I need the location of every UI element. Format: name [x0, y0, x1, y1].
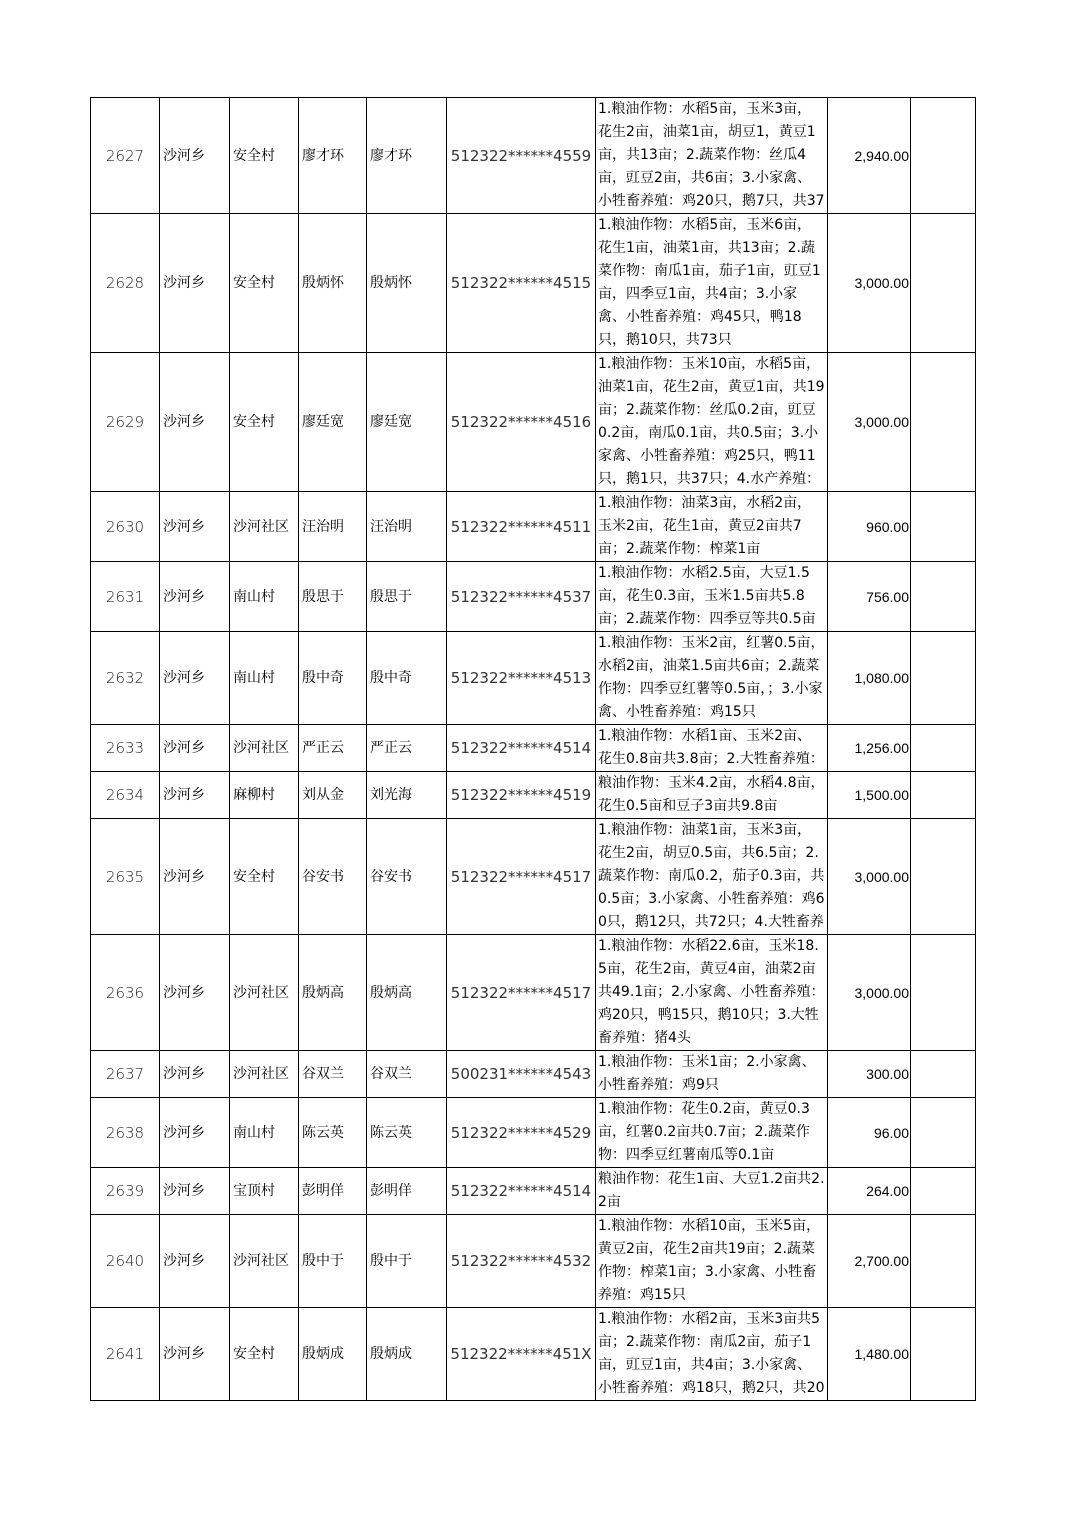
village-cell: 安全村 [230, 98, 299, 214]
township-cell: 沙河乡 [160, 1308, 230, 1401]
village-cell: 宝顶村 [230, 1168, 299, 1215]
recipient-name-cell: 廖廷宽 [367, 353, 447, 492]
village-cell: 沙河社区 [230, 1215, 299, 1308]
village-cell: 沙河社区 [230, 725, 299, 772]
amount-cell: 3,000.00 [828, 935, 911, 1051]
id-number-cell: 512322******4514 [447, 1168, 596, 1215]
table-row [91, 725, 976, 772]
township-cell: 沙河乡 [160, 1215, 230, 1308]
township-cell: 沙河乡 [160, 1168, 230, 1215]
table-row [91, 353, 976, 492]
table-row [91, 1215, 976, 1308]
amount-cell: 2,700.00 [828, 1215, 911, 1308]
table-row [91, 1308, 976, 1401]
crops-description-cell: 1.粮油作物：水稻22.6亩，玉米18.5亩，花生2亩，黄豆4亩，油菜2亩共49.1亩；2.小家禽、小牲畜养殖：鸡20只，鸭15只，鹅10只；3.大牲畜养殖：猪4头 [596, 935, 828, 1051]
village-cell: 安全村 [230, 353, 299, 492]
householder-name-cell: 严正云 [299, 725, 367, 772]
row-number-cell: 2637 [91, 1051, 160, 1098]
crops-description-cell: 1.粮油作物：玉米2亩，红薯0.5亩，水稻2亩，油菜1.5亩共6亩；2.蔬菜作物：四季豆红薯等0.5亩，；3.小家禽、小牲畜养殖：鸡15只 [596, 632, 828, 725]
township-cell: 沙河乡 [160, 98, 230, 214]
householder-name-cell: 谷双兰 [299, 1051, 367, 1098]
township-cell: 沙河乡 [160, 725, 230, 772]
row-number-cell: 2633 [91, 725, 160, 772]
village-cell: 安全村 [230, 819, 299, 935]
row-number-cell: 2629 [91, 353, 160, 492]
id-number-cell: 512322******4529 [447, 1098, 596, 1168]
id-number-cell: 512322******451X [447, 1308, 596, 1401]
householder-name-cell: 谷安书 [299, 819, 367, 935]
crops-description-cell: 1.粮油作物：玉米1亩；2.小家禽、小牲畜养殖：鸡9只 [596, 1051, 828, 1098]
householder-name-cell: 廖才环 [299, 98, 367, 214]
recipient-name-cell: 殷炳成 [367, 1308, 447, 1401]
crops-description-cell: 1.粮油作物：水稻2亩，玉米3亩共5亩；2.蔬菜作物：南瓜2亩，茄子1亩，豇豆1亩，共4亩；3.小家禽、小牲畜养殖：鸡18只，鹅2只，共20 [596, 1308, 828, 1401]
crops-description-cell: 1.粮油作物：水稻5亩，玉米6亩，花生1亩，油菜1亩，共13亩；2.蔬菜作物：南瓜1亩，茄子1亩，豇豆1亩，四季豆1亩，共4亩；3.小家禽、小牲畜养殖：鸡45只，鸭18只，鹅10只，共73只 [596, 214, 828, 353]
recipient-name-cell: 廖才环 [367, 98, 447, 214]
village-cell: 沙河社区 [230, 1051, 299, 1098]
table-row [91, 1168, 976, 1215]
table-row [91, 492, 976, 562]
township-cell: 沙河乡 [160, 492, 230, 562]
note-cell [911, 725, 976, 772]
id-number-cell: 512322******4514 [447, 725, 596, 772]
note-cell [911, 98, 976, 214]
amount-cell: 264.00 [828, 1168, 911, 1215]
householder-name-cell: 殷中奇 [299, 632, 367, 725]
note-cell [911, 1308, 976, 1401]
table-row [91, 772, 976, 819]
township-cell: 沙河乡 [160, 772, 230, 819]
householder-name-cell: 殷炳怀 [299, 214, 367, 353]
householder-name-cell: 殷中于 [299, 1215, 367, 1308]
recipient-name-cell: 谷双兰 [367, 1051, 447, 1098]
table-row [91, 562, 976, 632]
householder-name-cell: 殷炳成 [299, 1308, 367, 1401]
crops-description-cell: 1.粮油作物：油菜3亩，水稻2亩，玉米2亩，花生1亩，黄豆2亩共7亩；2.蔬菜作物：榨菜1亩 [596, 492, 828, 562]
row-number-cell: 2639 [91, 1168, 160, 1215]
crops-description-cell: 1.粮油作物：水稻1亩、玉米2亩、花生0.8亩共3.8亩；2.大牲畜养殖： [596, 725, 828, 772]
table-row [91, 935, 976, 1051]
village-cell: 南山村 [230, 1098, 299, 1168]
row-number-cell: 2630 [91, 492, 160, 562]
crops-description-cell: 1.粮油作物：水稻10亩，玉米5亩，黄豆2亩，花生2亩共19亩；2.蔬菜作物：榨菜1亩；3.小家禽、小牲畜养殖：鸡15只 [596, 1215, 828, 1308]
recipient-name-cell: 严正云 [367, 725, 447, 772]
township-cell: 沙河乡 [160, 1098, 230, 1168]
recipient-name-cell: 彭明佯 [367, 1168, 447, 1215]
subsidy-table [90, 97, 976, 1401]
id-number-cell: 512322******4517 [447, 935, 596, 1051]
row-number-cell: 2638 [91, 1098, 160, 1168]
table-row [91, 1098, 976, 1168]
amount-cell: 1,080.00 [828, 632, 911, 725]
village-cell: 南山村 [230, 632, 299, 725]
note-cell [911, 492, 976, 562]
village-cell: 沙河社区 [230, 492, 299, 562]
note-cell [911, 1098, 976, 1168]
note-cell [911, 935, 976, 1051]
householder-name-cell: 刘从金 [299, 772, 367, 819]
id-number-cell: 512322******4532 [447, 1215, 596, 1308]
amount-cell: 3,000.00 [828, 353, 911, 492]
table-row [91, 819, 976, 935]
householder-name-cell: 汪治明 [299, 492, 367, 562]
note-cell [911, 1051, 976, 1098]
note-cell [911, 214, 976, 353]
table-row [91, 214, 976, 353]
row-number-cell: 2641 [91, 1308, 160, 1401]
village-cell: 南山村 [230, 562, 299, 632]
id-number-cell: 500231******4543 [447, 1051, 596, 1098]
recipient-name-cell: 谷安书 [367, 819, 447, 935]
id-number-cell: 512322******4516 [447, 353, 596, 492]
village-cell: 安全村 [230, 1308, 299, 1401]
crops-description-cell: 1.粮油作物：玉米10亩，水稻5亩，油菜1亩，花生2亩，黄豆1亩，共19亩；2.蔬菜作物：丝瓜0.2亩，豇豆0.2亩，南瓜0.1亩，共0.5亩；3.小家禽、小牲畜养殖：鸡25只，鸭11只，鹅1只，共37只；4.水产养殖： [596, 353, 828, 492]
householder-name-cell: 殷炳高 [299, 935, 367, 1051]
row-number-cell: 2640 [91, 1215, 160, 1308]
township-cell: 沙河乡 [160, 1051, 230, 1098]
id-number-cell: 512322******4515 [447, 214, 596, 353]
note-cell [911, 772, 976, 819]
note-cell [911, 562, 976, 632]
amount-cell: 300.00 [828, 1051, 911, 1098]
township-cell: 沙河乡 [160, 353, 230, 492]
row-number-cell: 2632 [91, 632, 160, 725]
crops-description-cell: 1.粮油作物：水稻2.5亩，大豆1.5亩，花生0.3亩，玉米1.5亩共5.8亩；2.蔬菜作物：四季豆等共0.5亩 [596, 562, 828, 632]
householder-name-cell: 陈云英 [299, 1098, 367, 1168]
id-number-cell: 512322******4511 [447, 492, 596, 562]
township-cell: 沙河乡 [160, 562, 230, 632]
amount-cell: 3,000.00 [828, 819, 911, 935]
householder-name-cell: 殷思于 [299, 562, 367, 632]
recipient-name-cell: 殷中于 [367, 1215, 447, 1308]
note-cell [911, 1215, 976, 1308]
row-number-cell: 2636 [91, 935, 160, 1051]
note-cell [911, 353, 976, 492]
householder-name-cell: 廖廷宽 [299, 353, 367, 492]
crops-description-cell: 粮油作物：玉米4.2亩，水稻4.8亩，花生0.5亩和豆子3亩共9.8亩 [596, 772, 828, 819]
amount-cell: 3,000.00 [828, 214, 911, 353]
recipient-name-cell: 汪治明 [367, 492, 447, 562]
row-number-cell: 2634 [91, 772, 160, 819]
householder-name-cell: 彭明佯 [299, 1168, 367, 1215]
recipient-name-cell: 殷炳怀 [367, 214, 447, 353]
amount-cell: 960.00 [828, 492, 911, 562]
note-cell [911, 819, 976, 935]
village-cell: 安全村 [230, 214, 299, 353]
row-number-cell: 2635 [91, 819, 160, 935]
table-row [91, 632, 976, 725]
amount-cell: 1,256.00 [828, 725, 911, 772]
id-number-cell: 512322******4559 [447, 98, 596, 214]
recipient-name-cell: 刘光海 [367, 772, 447, 819]
row-number-cell: 2627 [91, 98, 160, 214]
row-number-cell: 2631 [91, 562, 160, 632]
amount-cell: 1,500.00 [828, 772, 911, 819]
recipient-name-cell: 陈云英 [367, 1098, 447, 1168]
table-body [91, 98, 976, 1401]
crops-description-cell: 1.粮油作物：油菜1亩，玉米3亩，花生2亩，胡豆0.5亩，共6.5亩；2.蔬菜作物：南瓜0.2，茄子0.3亩，共0.5亩；3.小家禽、小牲畜养殖：鸡60只，鹅12只，共72只；4.大牲畜养 [596, 819, 828, 935]
township-cell: 沙河乡 [160, 214, 230, 353]
id-number-cell: 512322******4513 [447, 632, 596, 725]
table-row [91, 98, 976, 214]
row-number-cell: 2628 [91, 214, 160, 353]
amount-cell: 756.00 [828, 562, 911, 632]
village-cell: 沙河社区 [230, 935, 299, 1051]
crops-description-cell: 1.粮油作物：水稻5亩，玉米3亩，花生2亩，油菜1亩，胡豆1，黄豆1亩，共13亩；2.蔬菜作物：丝瓜4亩，豇豆2亩，共6亩；3.小家禽、小牲畜养殖：鸡20只，鹅7只，共37 [596, 98, 828, 214]
crops-description-cell: 粮油作物：花生1亩、大豆1.2亩共2.2亩 [596, 1168, 828, 1215]
amount-cell: 1,480.00 [828, 1308, 911, 1401]
note-cell [911, 1168, 976, 1215]
township-cell: 沙河乡 [160, 632, 230, 725]
crops-description-cell: 1.粮油作物：花生0.2亩，黄豆0.3亩，红薯0.2亩共0.7亩；2.蔬菜作物：四季豆红薯南瓜等0.1亩 [596, 1098, 828, 1168]
amount-cell: 2,940.00 [828, 98, 911, 214]
id-number-cell: 512322******4537 [447, 562, 596, 632]
recipient-name-cell: 殷中奇 [367, 632, 447, 725]
township-cell: 沙河乡 [160, 819, 230, 935]
amount-cell: 96.00 [828, 1098, 911, 1168]
id-number-cell: 512322******4519 [447, 772, 596, 819]
recipient-name-cell: 殷思于 [367, 562, 447, 632]
recipient-name-cell: 殷炳高 [367, 935, 447, 1051]
note-cell [911, 632, 976, 725]
village-cell: 麻柳村 [230, 772, 299, 819]
id-number-cell: 512322******4517 [447, 819, 596, 935]
table-row [91, 1051, 976, 1098]
township-cell: 沙河乡 [160, 935, 230, 1051]
